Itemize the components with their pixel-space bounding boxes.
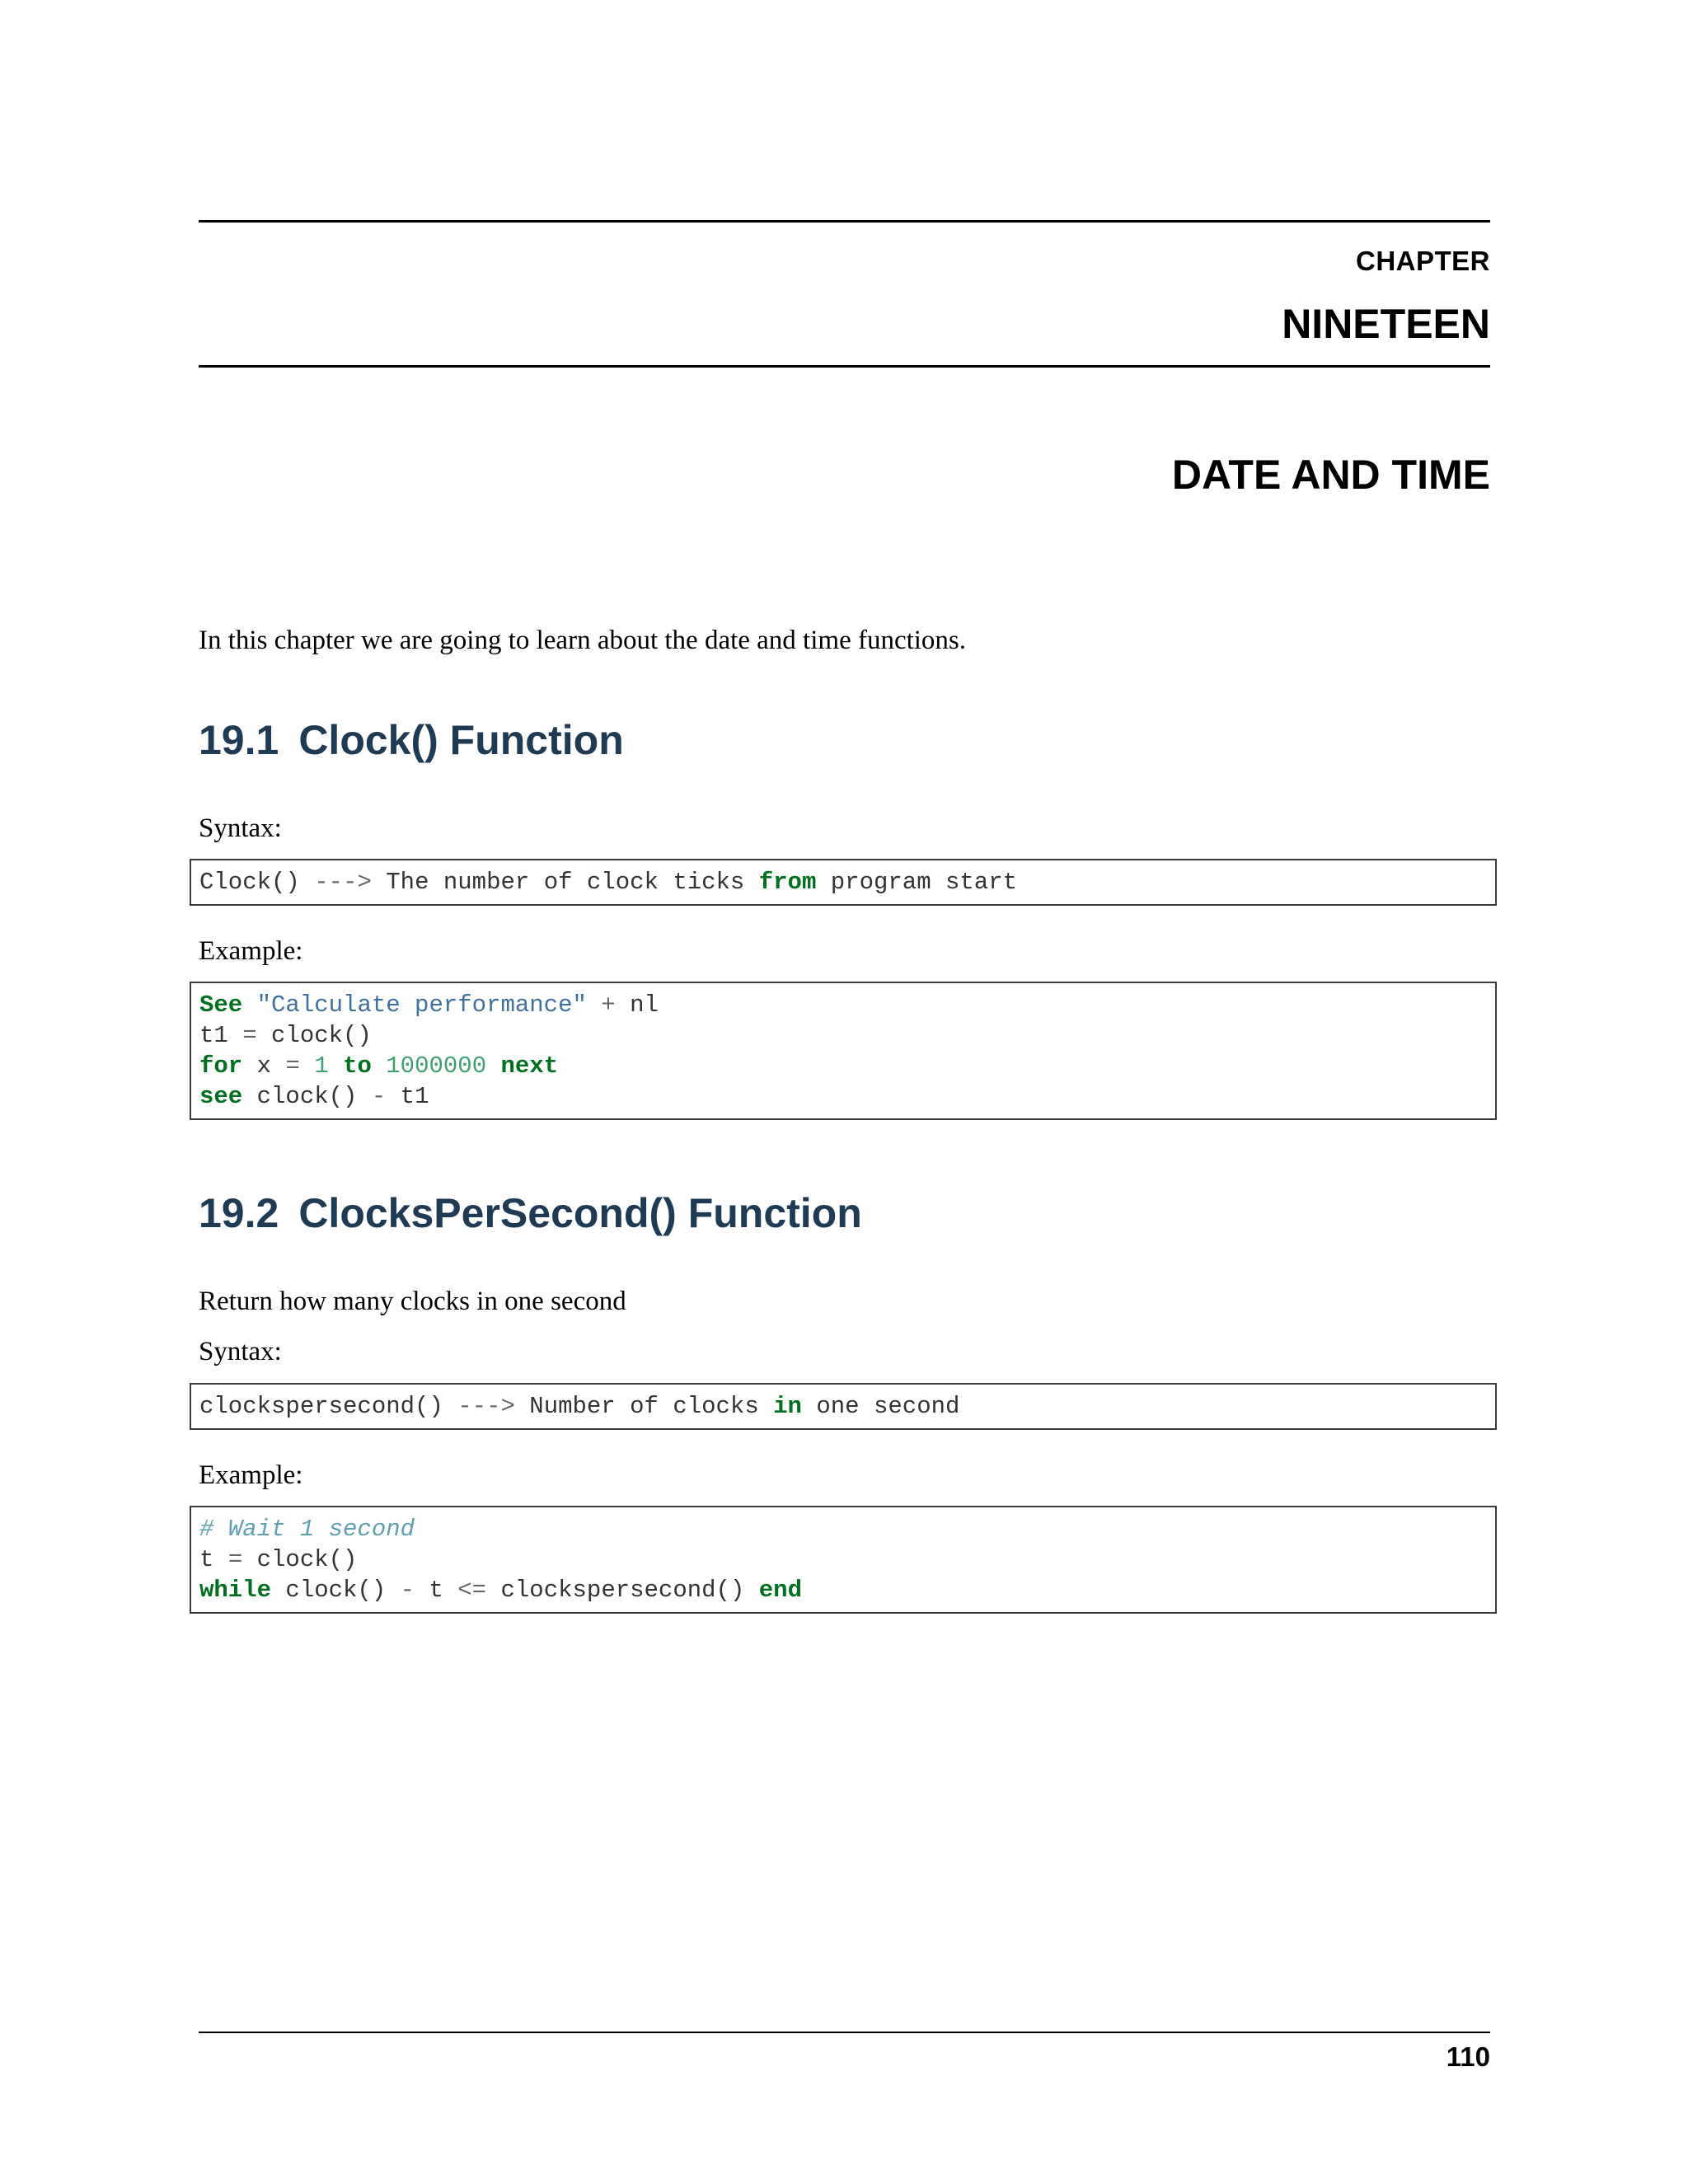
syntax-code-block (190, 859, 1497, 906)
code-line: # Wait 1 second (199, 1516, 415, 1543)
footer-rule (199, 2032, 1490, 2033)
chapter-title: DATE AND TIME (1171, 452, 1490, 498)
syntax-label: Syntax: (199, 1337, 282, 1366)
example-label: Example: (199, 936, 303, 966)
code-line: for x = 1 to 1000000 next (199, 1052, 559, 1080)
example-label: Example: (199, 1460, 303, 1490)
syntax-label: Syntax: (199, 813, 282, 843)
section-title: Clock() Function (298, 717, 624, 763)
section-number: 19.2 (199, 1190, 279, 1236)
section-number: 19.1 (199, 717, 279, 763)
chapter-number: NINETEEN (1282, 301, 1490, 347)
page-number: 110 (1446, 2041, 1490, 2072)
example-code-block (190, 982, 1497, 1120)
section-title: ClocksPerSecond() Function (298, 1190, 862, 1236)
code-line: while clock() - t <= clockspersecond() end (199, 1577, 802, 1604)
code-line: t1 = clock() (199, 1022, 372, 1049)
header-bottom-rule (199, 365, 1490, 368)
code-line: see clock() - t1 (199, 1083, 429, 1110)
code-line: clockspersecond() ---> Number of clocks in one second (199, 1393, 960, 1420)
syntax-code-block (190, 1383, 1497, 1430)
section-heading-clockspersecond (199, 1189, 862, 1237)
intro-paragraph: In this chapter we are going to learn about the date and time functions. (199, 626, 967, 655)
code-line: Clock() ---> The number of clock ticks from program start (199, 869, 1018, 896)
example-code-block (190, 1506, 1497, 1614)
code-line: See "Calculate performance" + nl (199, 991, 659, 1019)
code-line: t = clock() (199, 1546, 358, 1573)
chapter-label: CHAPTER (1355, 246, 1490, 276)
header-top-rule (199, 220, 1490, 223)
section-heading-clock (199, 716, 624, 764)
section-description: Return how many clocks in one second (199, 1286, 626, 1316)
